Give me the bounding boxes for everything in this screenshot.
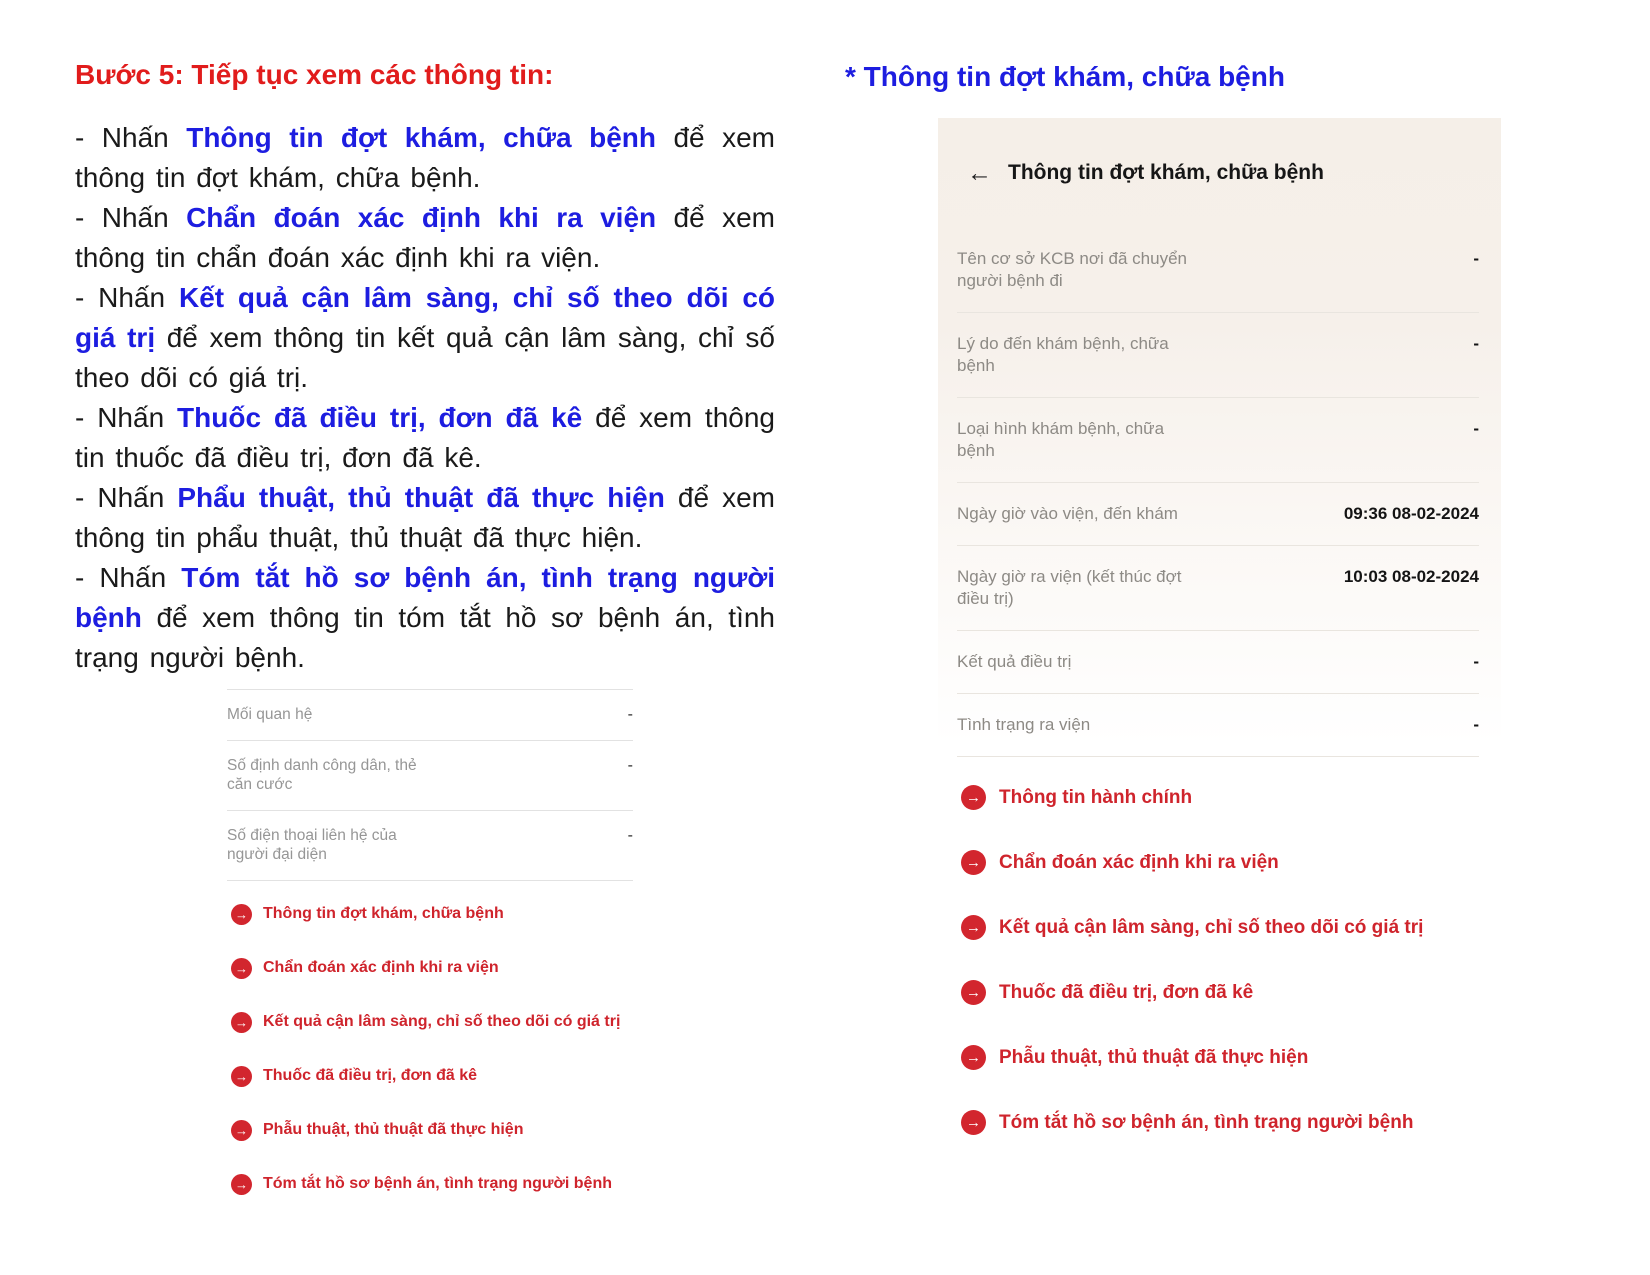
instruction-text-post: để xem thông tin kết quả cận lâm sàng, chỉ số theo dõi có giá trị. bbox=[75, 322, 775, 393]
detail-link-label: Phẫu thuật, thủ thuật đã thực hiện bbox=[263, 1121, 524, 1138]
instruction-text-pre: - Nhấn bbox=[75, 122, 187, 153]
arrow-circle-icon: → bbox=[961, 850, 986, 875]
app-panel bbox=[938, 118, 1501, 1133]
instruction-text-post: để xem thông tin tóm tắt hồ sơ bệnh án, tình trạng người bệnh. bbox=[75, 602, 775, 673]
field-value: - bbox=[627, 706, 633, 723]
field-row bbox=[957, 694, 1479, 757]
detail-link[interactable] bbox=[961, 1025, 1501, 1090]
detail-link-label: Kết quả cận lâm sàng, chỉ số theo dõi có giá trị bbox=[999, 916, 1424, 938]
instruction-text-post: để xem thông tin thuốc đã điều trị, đơn đã kê. bbox=[75, 402, 775, 473]
field-label: Ngày giờ vào viện, đến khám bbox=[957, 504, 1178, 523]
detail-link[interactable] bbox=[231, 995, 633, 1049]
field-label: Mối quan hệ bbox=[227, 706, 313, 723]
field-value: - bbox=[1473, 419, 1479, 438]
field-label: Tên cơ sở KCB nơi đã chuyển người bệnh đi bbox=[957, 249, 1187, 290]
detail-link[interactable] bbox=[231, 941, 633, 995]
field-row bbox=[957, 546, 1479, 631]
field-label: Lý do đến khám bệnh, chữa bệnh bbox=[957, 334, 1169, 375]
instruction-text-pre: - Nhấn bbox=[75, 402, 178, 433]
field-value: - bbox=[627, 827, 633, 844]
instruction-list bbox=[75, 118, 775, 678]
field-row bbox=[957, 398, 1479, 483]
field-row bbox=[227, 741, 633, 811]
field-label: Tình trạng ra viện bbox=[957, 715, 1091, 734]
panel-detail-links bbox=[938, 757, 1501, 1155]
detail-link[interactable] bbox=[231, 1049, 633, 1103]
instruction-text-pre: - Nhấn bbox=[75, 282, 179, 313]
instruction-item bbox=[75, 118, 775, 198]
field-row bbox=[957, 313, 1479, 398]
arrow-circle-icon: → bbox=[231, 1120, 252, 1141]
instruction-text-post: để xem thông tin đợt khám, chữa bệnh. bbox=[75, 122, 775, 193]
instruction-link-phrase: Tóm tắt hồ sơ bệnh án, tình trạng người bệnh bbox=[75, 562, 775, 633]
left-field-list bbox=[227, 689, 633, 881]
detail-link-label: Phẫu thuật, thủ thuật đã thực hiện bbox=[999, 1046, 1309, 1068]
detail-link-label: Kết quả cận lâm sàng, chỉ số theo dõi có giá trị bbox=[263, 1013, 621, 1030]
field-row bbox=[957, 483, 1479, 546]
field-value: - bbox=[627, 757, 633, 774]
detail-link[interactable] bbox=[961, 1090, 1501, 1155]
instruction-link-phrase: Chẩn đoán xác định khi ra viện bbox=[186, 202, 657, 233]
arrow-circle-icon: → bbox=[231, 958, 252, 979]
arrow-circle-icon: → bbox=[961, 1110, 986, 1135]
instruction-item bbox=[75, 478, 775, 558]
instruction-text-pre: - Nhấn bbox=[75, 202, 187, 233]
instruction-text-pre: - Nhấn bbox=[75, 562, 182, 593]
instructions-section bbox=[75, 58, 775, 678]
detail-link[interactable] bbox=[961, 960, 1501, 1025]
arrow-circle-icon: → bbox=[231, 1174, 252, 1195]
arrow-circle-icon: → bbox=[231, 1066, 252, 1087]
detail-link-label: Tóm tắt hồ sơ bệnh án, tình trạng người bệnh bbox=[263, 1175, 612, 1192]
detail-link[interactable] bbox=[961, 830, 1501, 895]
arrow-circle-icon: → bbox=[961, 1045, 986, 1070]
panel-field-list bbox=[957, 228, 1479, 757]
step-title: Bước 5: Tiếp tục xem các thông tin: bbox=[75, 59, 554, 90]
field-label: Ngày giờ ra viện (kết thúc đợt điều trị) bbox=[957, 567, 1182, 608]
field-row bbox=[227, 690, 633, 741]
field-row bbox=[957, 631, 1479, 694]
field-value: - bbox=[1473, 715, 1479, 734]
arrow-circle-icon: → bbox=[961, 915, 986, 940]
field-label: Số định danh công dân, thẻ căn cước bbox=[227, 757, 417, 793]
section-title: * Thông tin đợt khám, chữa bệnh bbox=[845, 61, 1285, 92]
arrow-circle-icon: → bbox=[231, 1012, 252, 1033]
field-value: - bbox=[1473, 652, 1479, 671]
instruction-link-phrase: Thông tin đợt khám, chữa bệnh bbox=[186, 122, 656, 153]
detail-link[interactable] bbox=[961, 765, 1501, 830]
arrow-circle-icon: → bbox=[231, 904, 252, 925]
instruction-link-phrase: Kết quả cận lâm sàng, chỉ số theo dõi có giá trị bbox=[75, 282, 776, 353]
detail-link-label: Thông tin đợt khám, chữa bệnh bbox=[263, 905, 504, 922]
detail-link-label: Chẩn đoán xác định khi ra viện bbox=[263, 959, 499, 976]
instruction-item bbox=[75, 278, 775, 398]
field-value: - bbox=[1473, 334, 1479, 353]
detail-link[interactable] bbox=[231, 887, 633, 941]
field-row bbox=[957, 228, 1479, 313]
field-row bbox=[227, 811, 633, 881]
back-arrow-icon[interactable]: ← bbox=[967, 158, 992, 187]
instruction-item bbox=[75, 198, 775, 278]
field-label: Loại hình khám bệnh, chữa bệnh bbox=[957, 419, 1165, 460]
panel-title: Thông tin đợt khám, chữa bệnh bbox=[1008, 161, 1324, 184]
left-detail-links bbox=[227, 887, 633, 1211]
instruction-item bbox=[75, 398, 775, 478]
instruction-item bbox=[75, 558, 775, 678]
detail-link-label: Chẩn đoán xác định khi ra viện bbox=[999, 851, 1279, 873]
field-label: Kết quả điều trị bbox=[957, 652, 1072, 671]
detail-link[interactable] bbox=[961, 895, 1501, 960]
left-app-screenshot bbox=[227, 689, 633, 1211]
detail-link[interactable] bbox=[231, 1103, 633, 1157]
detail-link-label: Thuốc đã điều trị, đơn đã kê bbox=[999, 981, 1254, 1003]
instruction-text-post: để xem thông tin chẩn đoán xác định khi ra viện. bbox=[75, 202, 775, 273]
field-value: 10:03 08-02-2024 bbox=[1343, 567, 1479, 586]
arrow-circle-icon: → bbox=[961, 785, 986, 810]
instruction-text-post: để xem thông tin phẩu thuật, thủ thuật đã thực hiện. bbox=[75, 482, 775, 553]
field-value: - bbox=[1473, 249, 1479, 268]
arrow-circle-icon: → bbox=[961, 980, 986, 1005]
instruction-link-phrase: Phẩu thuật, thủ thuật đã thực hiện bbox=[177, 482, 665, 513]
field-value: 09:36 08-02-2024 bbox=[1343, 504, 1479, 523]
detail-link[interactable] bbox=[231, 1157, 633, 1211]
detail-link-label: Thuốc đã điều trị, đơn đã kê bbox=[263, 1067, 478, 1084]
instruction-text-pre: - Nhấn bbox=[75, 482, 178, 513]
detail-link-label: Tóm tắt hồ sơ bệnh án, tình trạng người bệnh bbox=[999, 1111, 1414, 1133]
detail-link-label: Thông tin hành chính bbox=[999, 786, 1193, 808]
field-label: Số điện thoại liên hệ của người đại diện bbox=[227, 827, 397, 863]
instruction-link-phrase: Thuốc đã điều trị, đơn đã kê bbox=[177, 402, 583, 433]
panel-header bbox=[938, 118, 1501, 196]
